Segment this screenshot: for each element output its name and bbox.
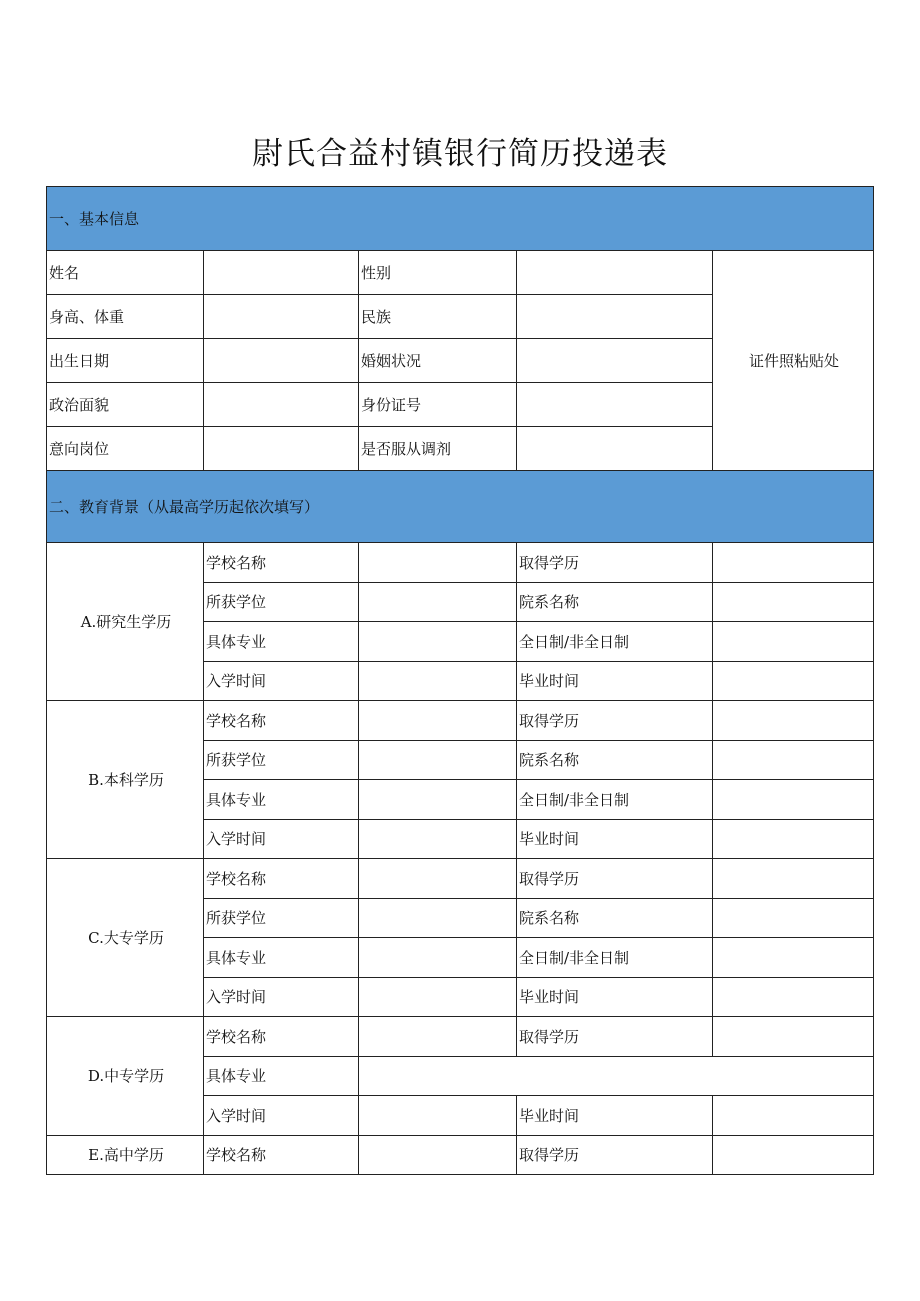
department-input[interactable] [713,898,874,938]
education-level-label: B.本科学历 [47,701,204,859]
field-label: 入学时间 [204,977,359,1017]
section-title: 二、教育背景（从最高学历起依次填写） [47,471,874,543]
study-mode-input[interactable] [713,622,874,662]
enrollment-date-input[interactable] [359,1096,517,1136]
education-row [47,1135,874,1175]
major-input[interactable] [359,1056,874,1096]
graduation-date-input[interactable] [713,661,874,701]
field-label: 所获学位 [204,898,359,938]
field-label: 身份证号 [359,383,517,427]
field-label: 意向岗位 [47,427,204,471]
field-label: 民族 [359,295,517,339]
field-label: 取得学历 [517,859,713,899]
enrollment-date-input[interactable] [359,977,517,1017]
field-label: 出生日期 [47,339,204,383]
resume-form-table [46,186,874,1175]
field-label: 院系名称 [517,898,713,938]
education-row [47,543,874,583]
field-label: 性别 [359,251,517,295]
field-label: 全日制/非全日制 [517,938,713,978]
field-label: 全日制/非全日制 [517,780,713,820]
field-label: 取得学历 [517,543,713,583]
graduation-date-input[interactable] [713,819,874,859]
section-header-basic-info [47,187,874,251]
name-input[interactable] [204,251,359,295]
field-label: 院系名称 [517,740,713,780]
field-label: 学校名称 [204,543,359,583]
degree-obtained-input[interactable] [713,1017,874,1057]
degree-obtained-input[interactable] [713,1135,874,1175]
study-mode-input[interactable] [713,938,874,978]
field-label: 毕业时间 [517,1096,713,1136]
field-label: 具体专业 [204,1056,359,1096]
major-input[interactable] [359,780,517,820]
field-label: 婚姻状况 [359,339,517,383]
field-label: 身高、体重 [47,295,204,339]
field-label: 具体专业 [204,938,359,978]
graduation-date-input[interactable] [713,1096,874,1136]
basic-info-row [47,251,874,295]
field-label: 具体专业 [204,622,359,662]
accept-reassignment-input[interactable] [517,427,713,471]
field-label: 学校名称 [204,701,359,741]
height-weight-input[interactable] [204,295,359,339]
graduation-date-input[interactable] [713,977,874,1017]
education-level-label: E.高中学历 [47,1135,204,1175]
school-name-input[interactable] [359,1017,517,1057]
education-row [47,1017,874,1057]
field-label: 学校名称 [204,1017,359,1057]
field-label: 毕业时间 [517,819,713,859]
field-label: 学校名称 [204,1135,359,1175]
section-title: 一、基本信息 [47,187,874,251]
degree-obtained-input[interactable] [713,701,874,741]
education-level-label: A.研究生学历 [47,543,204,701]
page-title: 尉氏合益村镇银行简历投递表 [252,136,668,172]
education-row [47,701,874,741]
field-label: 取得学历 [517,701,713,741]
field-label: 入学时间 [204,819,359,859]
field-label: 具体专业 [204,780,359,820]
study-mode-input[interactable] [713,780,874,820]
birth-date-input[interactable] [204,339,359,383]
education-level-label: D.中专学历 [47,1017,204,1136]
photo-label: 证件照粘贴处 [748,352,839,370]
enrollment-date-input[interactable] [359,661,517,701]
field-label: 入学时间 [204,1096,359,1136]
field-label: 取得学历 [517,1135,713,1175]
enrollment-date-input[interactable] [359,819,517,859]
field-label: 学校名称 [204,859,359,899]
field-label: 院系名称 [517,582,713,622]
field-label: 入学时间 [204,661,359,701]
academic-degree-input[interactable] [359,740,517,780]
section-header-education [47,471,874,543]
degree-obtained-input[interactable] [713,543,874,583]
ethnicity-input[interactable] [517,295,713,339]
school-name-input[interactable] [359,543,517,583]
field-label: 毕业时间 [517,977,713,1017]
department-input[interactable] [713,740,874,780]
department-input[interactable] [713,582,874,622]
field-label: 全日制/非全日制 [517,622,713,662]
field-label: 取得学历 [517,1017,713,1057]
field-label: 所获学位 [204,740,359,780]
academic-degree-input[interactable] [359,582,517,622]
major-input[interactable] [359,938,517,978]
id-number-input[interactable] [517,383,713,427]
gender-input[interactable] [517,251,713,295]
field-label: 姓名 [47,251,204,295]
marital-status-input[interactable] [517,339,713,383]
political-status-input[interactable] [204,383,359,427]
school-name-input[interactable] [359,701,517,741]
school-name-input[interactable] [359,859,517,899]
desired-position-input[interactable] [204,427,359,471]
field-label: 毕业时间 [517,661,713,701]
academic-degree-input[interactable] [359,898,517,938]
major-input[interactable] [359,622,517,662]
field-label: 政治面貌 [47,383,204,427]
education-level-label: C.大专学历 [47,859,204,1017]
education-row [47,859,874,899]
field-label: 是否服从调剂 [359,427,517,471]
field-label: 所获学位 [204,582,359,622]
degree-obtained-input[interactable] [713,859,874,899]
school-name-input[interactable] [359,1135,517,1175]
photo-placeholder[interactable] [713,251,874,471]
